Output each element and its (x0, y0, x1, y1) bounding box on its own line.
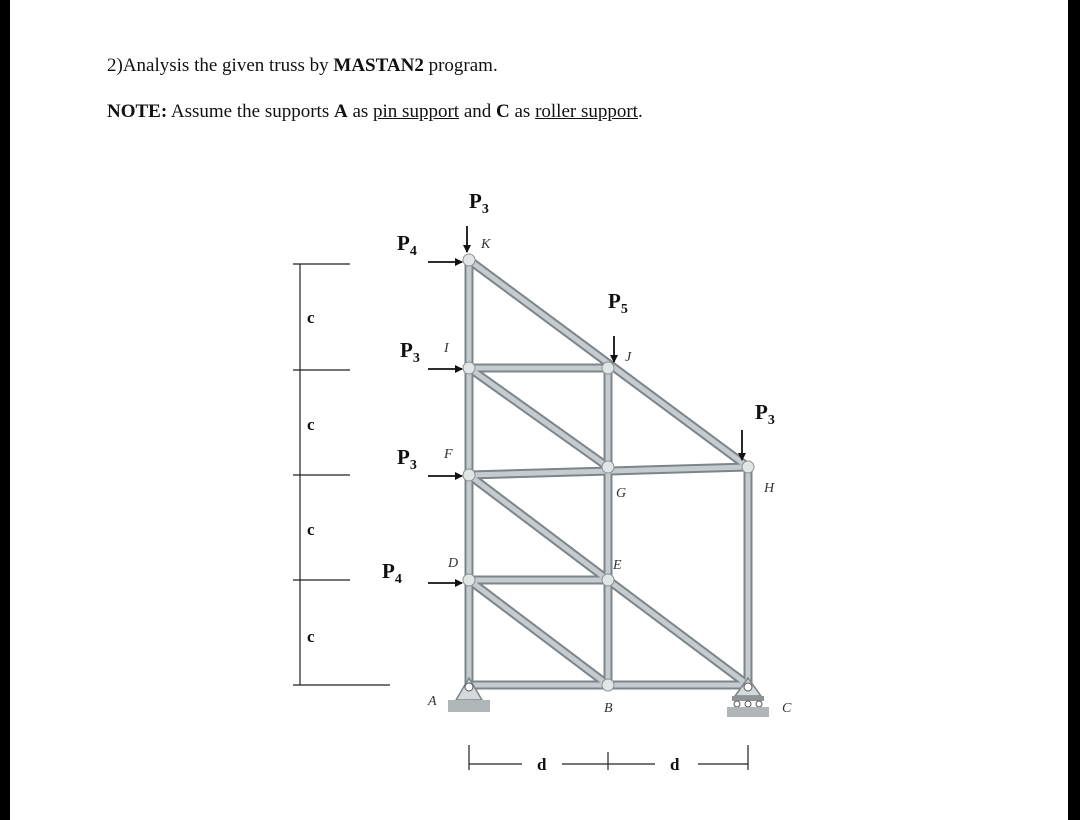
node-label-f: F (444, 447, 453, 462)
node-label-b: B (604, 701, 613, 716)
node-label-c: C (782, 701, 792, 716)
dim-c-1: c (307, 308, 315, 327)
question-line: 2)Analysis the given truss by MASTAN2 program. (107, 55, 498, 76)
load-p3-i: $P_3$ (400, 338, 420, 366)
node-label-e: E (613, 558, 622, 573)
node-label-d: D (448, 556, 459, 571)
node-label-k: K (481, 237, 491, 252)
dim-c-2: c (307, 415, 315, 434)
dim-d-2: d (670, 755, 680, 774)
node-label-a: A (428, 694, 437, 709)
dim-c-3: c (307, 520, 315, 539)
truss-figure (10, 0, 1068, 820)
load-p4-top: $P_4$ (397, 231, 417, 259)
load-p3-f: $P_3$ (397, 445, 417, 473)
dim-c-4: c (307, 627, 315, 646)
node-label-j: J (625, 350, 632, 365)
load-p5: $P_5$ (608, 289, 628, 317)
load-p3-top: $P_3$ (469, 189, 489, 217)
node-label-g: G (616, 486, 627, 501)
load-p3-h: $P_3$ (755, 400, 775, 428)
load-p4-d: $P_4$ (382, 559, 402, 587)
note-line: NOTE: Assume the supports A as pin support and C as roller support. (107, 101, 643, 122)
horizontal-dimension (469, 745, 748, 770)
node-label-h: H (764, 481, 775, 496)
vertical-dimension (293, 264, 390, 685)
node-label-i: I (444, 341, 449, 356)
load-arrows (428, 226, 742, 583)
dim-d-1: d (537, 755, 547, 774)
document-page (10, 0, 1068, 820)
